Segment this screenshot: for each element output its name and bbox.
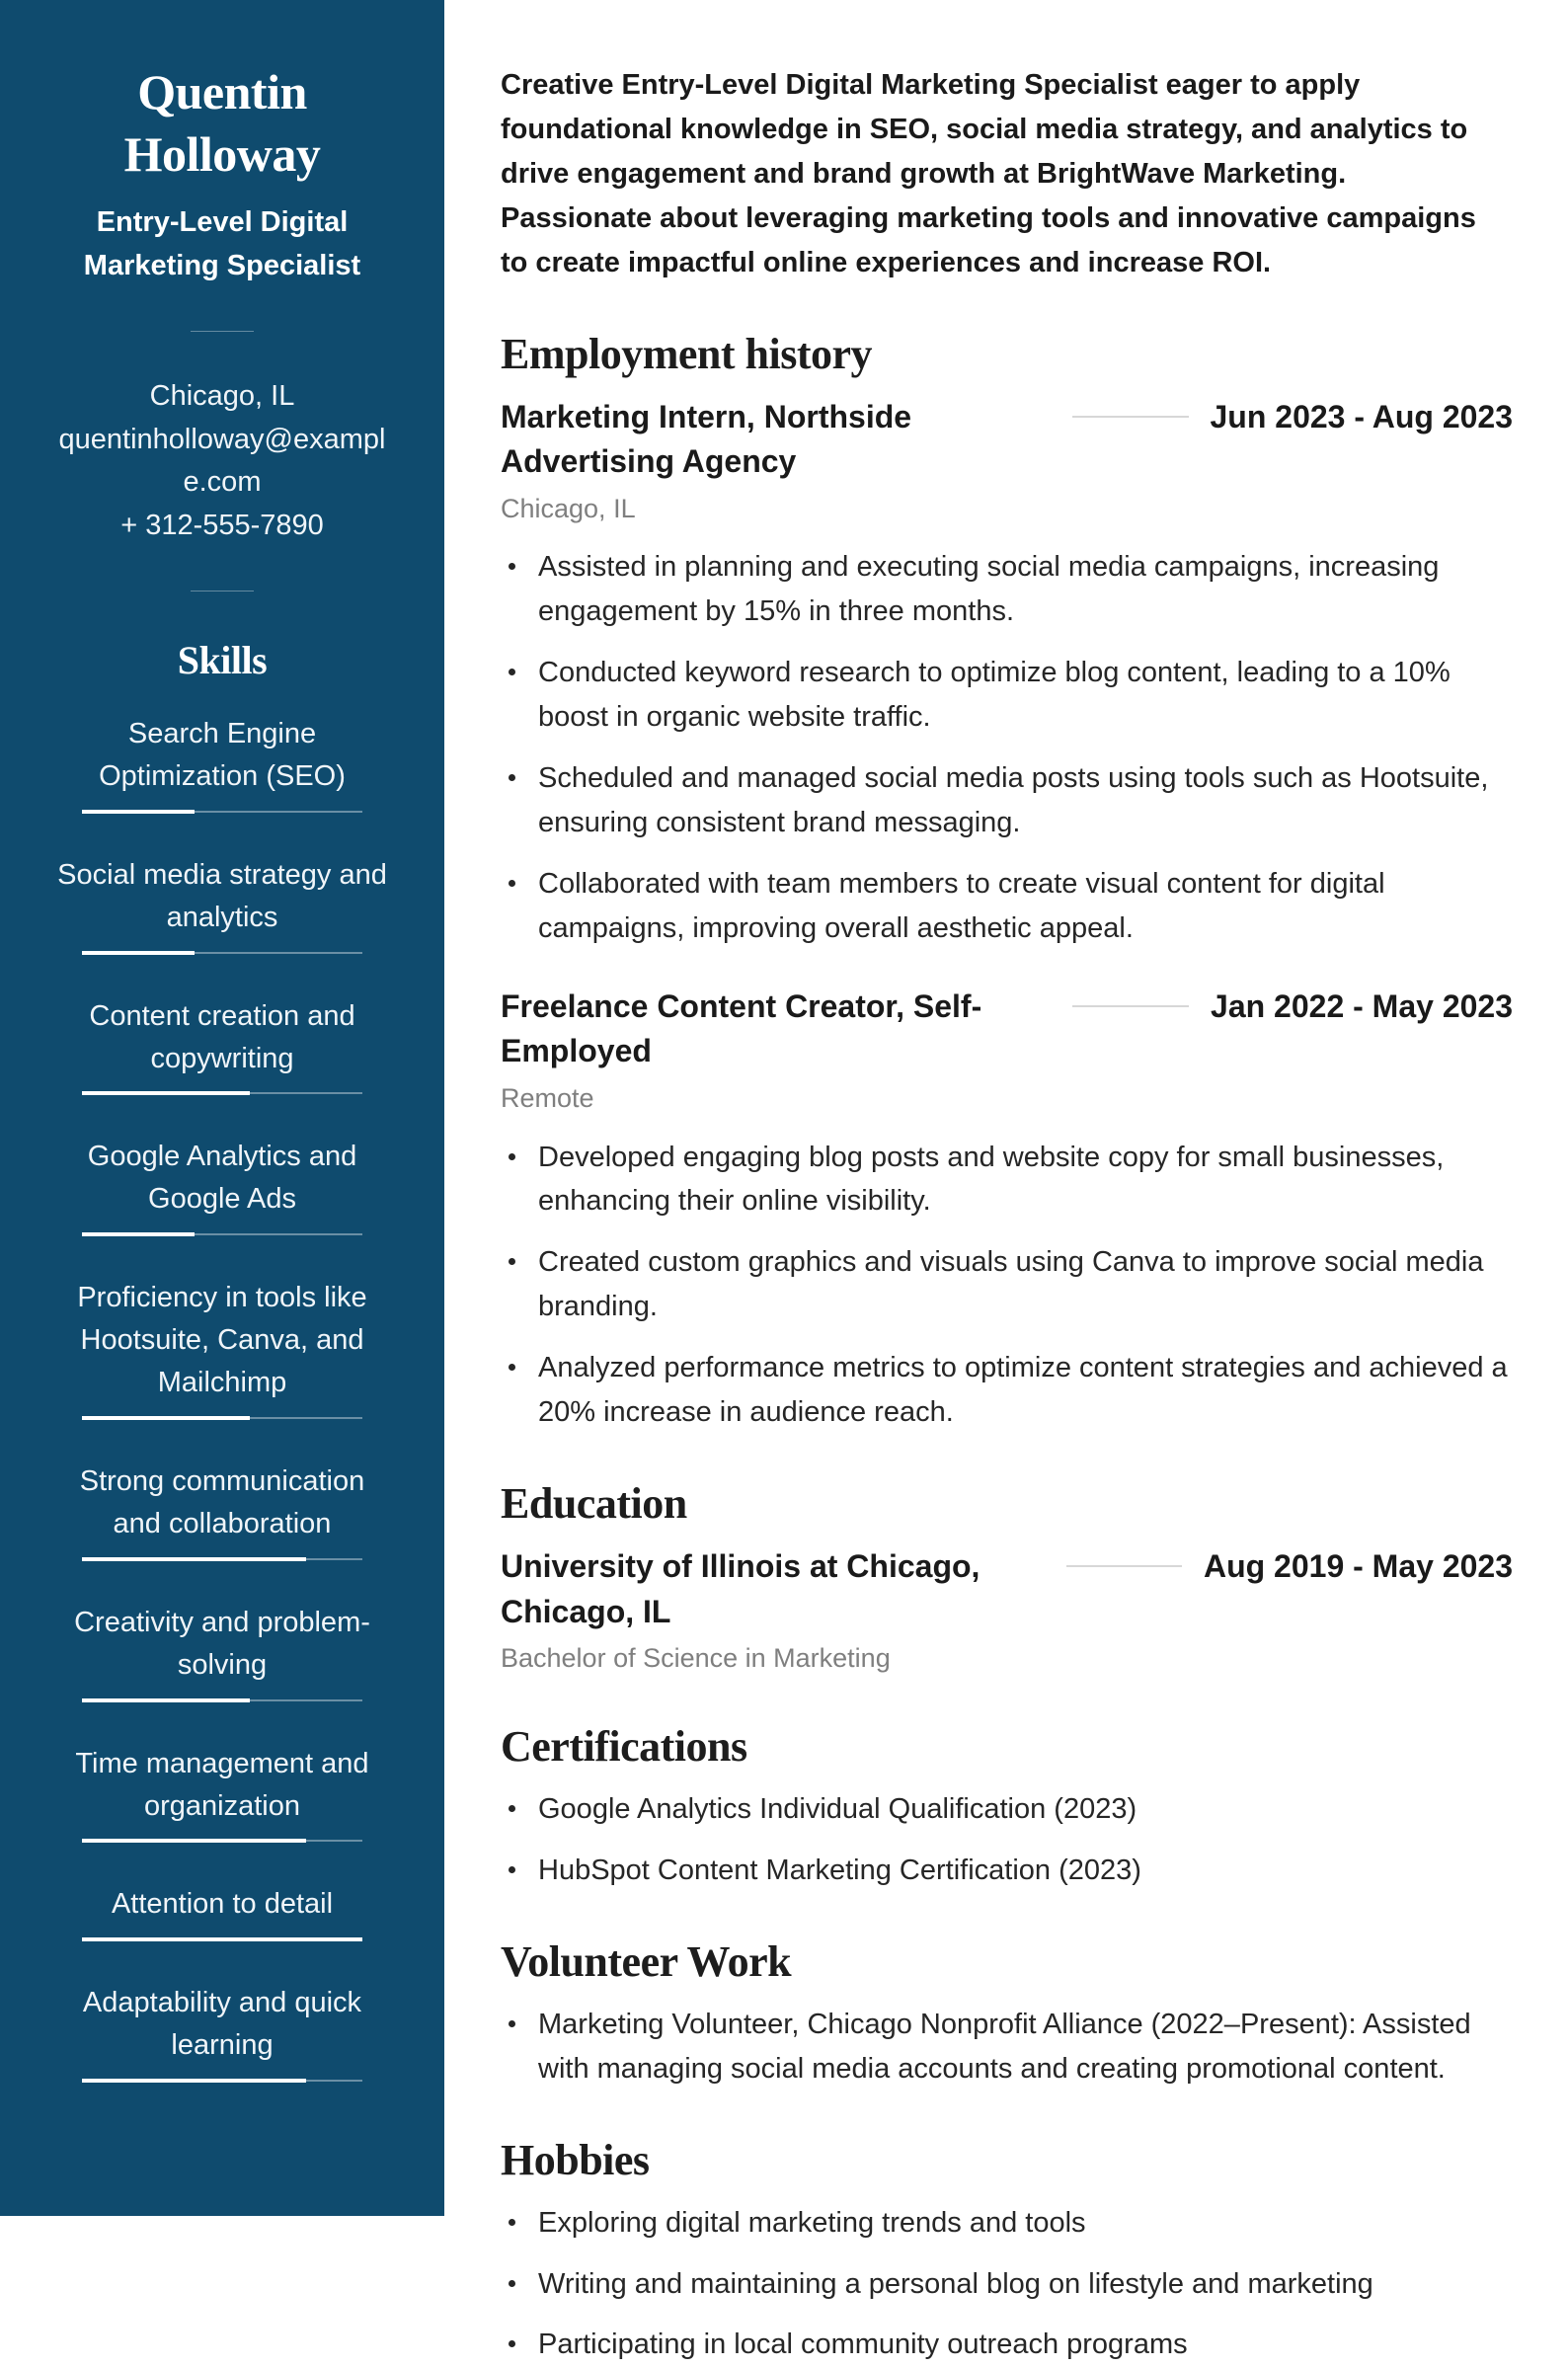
skill-level-bar: [82, 1232, 362, 1236]
volunteer-heading: Volunteer Work: [501, 1936, 792, 1986]
skill-level-bar: [82, 2079, 362, 2083]
bullet-item: Conducted keyword research to optimize blog content, leading to a 10% boost in organic website traffic.: [501, 651, 1513, 740]
contact-phone: + 312-555-7890: [120, 509, 324, 541]
hobbies-heading: Hobbies: [501, 2135, 650, 2184]
profile-summary: Creative Entry-Level Digital Marketing Specialist eager to apply foundational knowledge in SEO, social media strategy, and analytics to drive engagement and brand growth at BrightWave Marketing. Passionate about leveraging marketing tools and innovative campaigns to create impactful online experiences and increase ROI.: [501, 69, 1476, 278]
skill-item: [53, 1460, 391, 1561]
volunteer-list: [501, 2003, 1513, 2091]
skill-label: Adaptability and quick learning: [82, 1987, 362, 2062]
skill-level-fill: [82, 1091, 250, 1095]
skill-level-fill: [82, 1698, 250, 1702]
skill-label: Google Analytics and Google Ads: [87, 1141, 357, 1216]
candidate-job-title: Entry-Level Digital Marketing Specialist: [83, 206, 361, 281]
bullet-item: Collaborated with team members to create visual content for digital campaigns, improving overall aesthetic appeal.: [501, 862, 1513, 951]
skill-level-bar: [82, 1091, 362, 1095]
skill-label: Strong communication and collaboration: [79, 1464, 365, 1539]
entry-dates: Aug 2019 - May 2023: [1203, 1548, 1513, 1585]
sidebar-divider: [191, 591, 254, 592]
bullet-item: Scheduled and managed social media posts using tools such as Hootsuite, ensuring consistent brand messaging.: [501, 756, 1513, 845]
employment-heading: Employment history: [501, 329, 872, 378]
skill-item: [53, 1743, 391, 1844]
employment-entry: [501, 985, 1513, 1435]
entry-rule: [1072, 416, 1189, 418]
skill-level-fill: [82, 1839, 306, 1843]
entry-bullet-list: [501, 545, 1513, 951]
entry-header: [501, 985, 1513, 1074]
sidebar: [0, 0, 444, 2216]
skill-level-bar: [82, 1416, 362, 1420]
skill-item: [53, 713, 391, 814]
skill-item: [53, 1883, 391, 1941]
certifications-list: [501, 1787, 1513, 1893]
skill-label: Social media strategy and analytics: [57, 858, 387, 933]
skill-item: [53, 1982, 391, 2083]
entry-bullet-list: [501, 1136, 1513, 1436]
entry-dates: Jan 2022 - May 2023: [1211, 987, 1513, 1024]
bullet-item: Writing and maintaining a personal blog on lifestyle and marketing: [501, 2262, 1513, 2307]
entry-location: Chicago, IL: [501, 493, 636, 523]
bullet-item: Google Analytics Individual Qualification (2023): [501, 1787, 1513, 1832]
sidebar-divider: [191, 331, 254, 332]
skill-item: [53, 854, 391, 955]
contact-email: quentinholloway@example.com: [58, 423, 386, 498]
entry-title: Freelance Content Creator, Self-Employed: [501, 987, 982, 1069]
skill-level-fill: [82, 1232, 195, 1236]
contact-location: Chicago, IL: [149, 380, 295, 412]
skill-level-fill: [82, 1937, 362, 1941]
entry-header: [501, 1544, 1513, 1634]
entry-title: University of Illinois at Chicago, Chicago, IL: [501, 1548, 980, 1629]
bullet-item: Participating in local community outreach programs: [501, 2323, 1513, 2367]
education-heading: Education: [501, 1479, 687, 1529]
skill-item: [53, 1136, 391, 1236]
entry-location: Remote: [501, 1082, 594, 1113]
bullet-item: Exploring digital marketing trends and tools: [501, 2201, 1513, 2246]
hobbies-list: [501, 2201, 1513, 2367]
skills-heading: Skills: [177, 638, 268, 682]
skill-level-fill: [82, 951, 195, 955]
skill-item: [53, 1602, 391, 1702]
skill-level-bar: [82, 1557, 362, 1561]
entry-rule: [1072, 1005, 1189, 1007]
skill-level-bar: [82, 951, 362, 955]
skill-level-fill: [82, 1557, 306, 1561]
bullet-item: Assisted in planning and executing social media campaigns, increasing engagement by 15% in three months.: [501, 545, 1513, 634]
main-content: [444, 0, 1568, 2361]
skill-level-fill: [82, 810, 195, 814]
skill-item: [53, 1277, 391, 1420]
bullet-item: Created custom graphics and visuals using Canva to improve social media branding.: [501, 1240, 1513, 1329]
skill-level-bar: [82, 1698, 362, 1702]
skill-level-fill: [82, 2079, 306, 2083]
skill-label: Creativity and problem-solving: [74, 1606, 370, 1681]
entry-header: [501, 395, 1513, 485]
certifications-heading: Certifications: [501, 1721, 747, 1771]
entry-title: Marketing Intern, Northside Advertising Agency: [501, 398, 912, 480]
skill-level-bar: [82, 810, 362, 814]
entry-degree: Bachelor of Science in Marketing: [501, 1643, 891, 1674]
skill-item: [53, 995, 391, 1096]
bullet-item: Marketing Volunteer, Chicago Nonprofit Alliance (2022–Present): Assisted with managing social media accounts and creating promotional content.: [501, 2003, 1513, 2091]
skill-label: Content creation and copywriting: [89, 999, 355, 1074]
bullet-item: Developed engaging blog posts and website copy for small businesses, enhancing their online visibility.: [501, 1136, 1513, 1224]
candidate-name: Quentin Holloway: [123, 64, 321, 182]
entry-rule: [1066, 1565, 1182, 1567]
skill-level-bar: [82, 1839, 362, 1843]
skill-label: Attention to detail: [111, 1888, 334, 1921]
bullet-item: HubSpot Content Marketing Certification (2023): [501, 1849, 1513, 1893]
bullet-item: Analyzed performance metrics to optimize content strategies and achieved a 20% increase in audience reach.: [501, 1346, 1513, 1435]
education-entry: [501, 1544, 1513, 1678]
contact-block: [53, 375, 391, 547]
skill-label: Time management and organization: [75, 1747, 369, 1822]
skill-level-bar: [82, 1937, 362, 1941]
skill-label: Proficiency in tools like Hootsuite, Canva, and Mailchimp: [77, 1282, 367, 1399]
skill-label: Search Engine Optimization (SEO): [99, 718, 346, 792]
employment-entry: [501, 395, 1513, 951]
skill-level-fill: [82, 1416, 250, 1420]
entry-dates: Jun 2023 - Aug 2023: [1210, 398, 1513, 434]
